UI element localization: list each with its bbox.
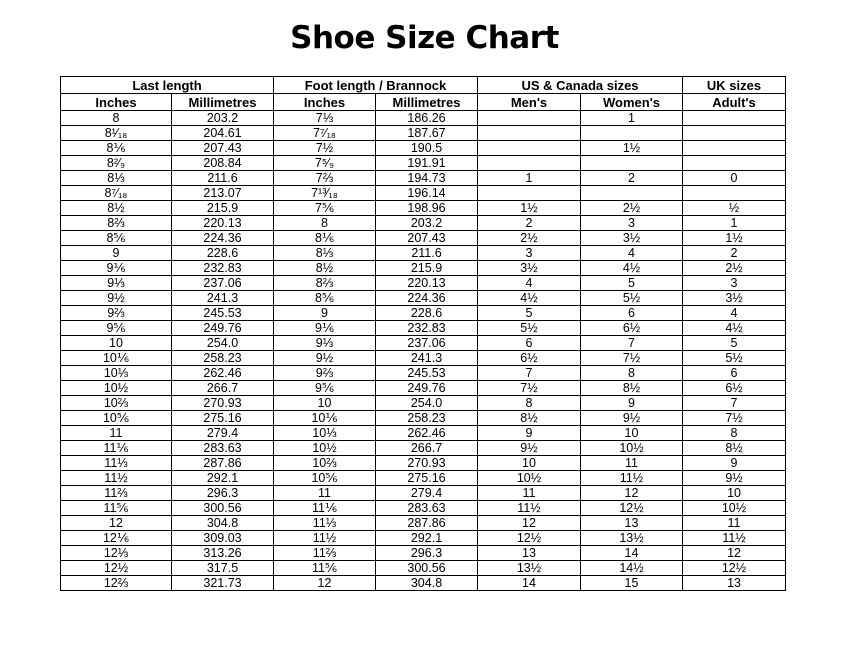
- cell-uk-adults: 2: [683, 246, 786, 261]
- cell-foot-inches: 10: [274, 396, 376, 411]
- cell-uk-adults: [683, 141, 786, 156]
- cell-last-mm: 254.0: [172, 336, 274, 351]
- cell-last-inches: 8¹⁄₁₈: [61, 126, 172, 141]
- cell-us-womens: 9: [581, 396, 683, 411]
- cell-us-mens: [478, 111, 581, 126]
- cell-foot-inches: 7¹³⁄₁₈: [274, 186, 376, 201]
- cell-us-womens: 6: [581, 306, 683, 321]
- cell-foot-mm: 198.96: [376, 201, 478, 216]
- cell-foot-mm: 258.23: [376, 411, 478, 426]
- cell-us-mens: 1: [478, 171, 581, 186]
- cell-last-inches: 9⅓: [61, 276, 172, 291]
- cell-us-mens: 10: [478, 456, 581, 471]
- cell-us-mens: 3½: [478, 261, 581, 276]
- table-row: [61, 201, 786, 216]
- cell-foot-mm: 191.91: [376, 156, 478, 171]
- cell-uk-adults: 5: [683, 336, 786, 351]
- cell-last-mm: 300.56: [172, 501, 274, 516]
- table-row: [61, 531, 786, 546]
- cell-foot-mm: 228.6: [376, 306, 478, 321]
- cell-us-mens: 13½: [478, 561, 581, 576]
- table-row: [61, 396, 786, 411]
- table-row: [61, 246, 786, 261]
- cell-last-mm: 220.13: [172, 216, 274, 231]
- cell-us-womens: 11½: [581, 471, 683, 486]
- cell-uk-adults: 7: [683, 396, 786, 411]
- cell-foot-mm: 187.67: [376, 126, 478, 141]
- cell-us-womens: 4½: [581, 261, 683, 276]
- cell-last-mm: 270.93: [172, 396, 274, 411]
- cell-foot-inches: 9⅚: [274, 381, 376, 396]
- cell-foot-inches: 9⅙: [274, 321, 376, 336]
- cell-foot-inches: 10⅔: [274, 456, 376, 471]
- cell-foot-mm: 211.6: [376, 246, 478, 261]
- table-row: [61, 381, 786, 396]
- cell-us-mens: 1½: [478, 201, 581, 216]
- group-header-uk: UK sizes: [683, 77, 786, 94]
- cell-foot-mm: 300.56: [376, 561, 478, 576]
- cell-us-mens: 7: [478, 366, 581, 381]
- cell-us-mens: 12½: [478, 531, 581, 546]
- cell-last-inches: 12: [61, 516, 172, 531]
- cell-foot-inches: 10⅓: [274, 426, 376, 441]
- cell-us-womens: 2: [581, 171, 683, 186]
- cell-uk-adults: 8½: [683, 441, 786, 456]
- cell-last-inches: 9: [61, 246, 172, 261]
- cell-foot-mm: 254.0: [376, 396, 478, 411]
- cell-foot-mm: 196.14: [376, 186, 478, 201]
- cell-us-mens: [478, 141, 581, 156]
- table-row: [61, 411, 786, 426]
- cell-us-mens: [478, 186, 581, 201]
- cell-last-mm: 207.43: [172, 141, 274, 156]
- cell-foot-inches: 11: [274, 486, 376, 501]
- page-title: Shoe Size Chart: [290, 20, 559, 56]
- cell-us-mens: 11: [478, 486, 581, 501]
- cell-uk-adults: 10: [683, 486, 786, 501]
- cell-foot-inches: 11⅓: [274, 516, 376, 531]
- cell-uk-adults: 3: [683, 276, 786, 291]
- cell-foot-inches: 11⅚: [274, 561, 376, 576]
- cell-uk-adults: [683, 111, 786, 126]
- cell-last-mm: 309.03: [172, 531, 274, 546]
- column-header-last-inches: Inches: [61, 94, 172, 111]
- cell-foot-mm: 279.4: [376, 486, 478, 501]
- group-header-us-canada: US & Canada sizes: [478, 77, 683, 94]
- cell-foot-inches: 8⅚: [274, 291, 376, 306]
- cell-foot-inches: 11½: [274, 531, 376, 546]
- cell-last-mm: 237.06: [172, 276, 274, 291]
- cell-foot-mm: 203.2: [376, 216, 478, 231]
- cell-uk-adults: 6: [683, 366, 786, 381]
- table-row: [61, 306, 786, 321]
- table-row: [61, 336, 786, 351]
- cell-last-inches: 12½: [61, 561, 172, 576]
- cell-last-inches: 10⅚: [61, 411, 172, 426]
- table-row: [61, 456, 786, 471]
- cell-us-mens: 11½: [478, 501, 581, 516]
- cell-foot-inches: 7⁵⁄₉: [274, 156, 376, 171]
- cell-us-womens: 7½: [581, 351, 683, 366]
- cell-us-womens: 6½: [581, 321, 683, 336]
- cell-uk-adults: 5½: [683, 351, 786, 366]
- table-row: [61, 156, 786, 171]
- group-header-last-length: Last length: [61, 77, 274, 94]
- cell-last-inches: 9⅔: [61, 306, 172, 321]
- cell-foot-inches: 7⅔: [274, 171, 376, 186]
- table-row: [61, 276, 786, 291]
- cell-uk-adults: 12½: [683, 561, 786, 576]
- cell-us-womens: 13: [581, 516, 683, 531]
- cell-us-womens: 10½: [581, 441, 683, 456]
- cell-uk-adults: 8: [683, 426, 786, 441]
- cell-us-womens: 14: [581, 546, 683, 561]
- cell-uk-adults: 4: [683, 306, 786, 321]
- cell-us-mens: 4½: [478, 291, 581, 306]
- cell-last-mm: 203.2: [172, 111, 274, 126]
- cell-foot-mm: 190.5: [376, 141, 478, 156]
- group-header-row: [61, 77, 786, 94]
- group-header-foot-length: Foot length / Brannock: [274, 77, 478, 94]
- cell-uk-adults: 6½: [683, 381, 786, 396]
- cell-last-inches: 10⅙: [61, 351, 172, 366]
- cell-foot-inches: 8½: [274, 261, 376, 276]
- cell-last-inches: 12⅓: [61, 546, 172, 561]
- cell-us-mens: 7½: [478, 381, 581, 396]
- cell-us-womens: 5: [581, 276, 683, 291]
- cell-foot-mm: 241.3: [376, 351, 478, 366]
- cell-last-inches: 11½: [61, 471, 172, 486]
- table-body: [61, 111, 786, 591]
- cell-foot-mm: 262.46: [376, 426, 478, 441]
- cell-last-mm: 258.23: [172, 351, 274, 366]
- cell-last-inches: 10½: [61, 381, 172, 396]
- table-row: [61, 501, 786, 516]
- cell-foot-inches: 12: [274, 576, 376, 591]
- cell-last-mm: 279.4: [172, 426, 274, 441]
- cell-us-womens: 12½: [581, 501, 683, 516]
- cell-foot-mm: 270.93: [376, 456, 478, 471]
- cell-uk-adults: 12: [683, 546, 786, 561]
- cell-last-inches: 11⅔: [61, 486, 172, 501]
- table-row: [61, 261, 786, 276]
- cell-us-womens: 13½: [581, 531, 683, 546]
- cell-us-womens: 5½: [581, 291, 683, 306]
- cell-last-mm: 204.61: [172, 126, 274, 141]
- column-header-foot-inches: Inches: [274, 94, 376, 111]
- cell-foot-inches: 9½: [274, 351, 376, 366]
- cell-uk-adults: ½: [683, 201, 786, 216]
- cell-foot-inches: 10⅚: [274, 471, 376, 486]
- cell-foot-mm: 249.76: [376, 381, 478, 396]
- table-row: [61, 231, 786, 246]
- cell-us-mens: 12: [478, 516, 581, 531]
- cell-last-inches: 8⅚: [61, 231, 172, 246]
- cell-foot-mm: 275.16: [376, 471, 478, 486]
- cell-last-mm: 292.1: [172, 471, 274, 486]
- cell-us-womens: 8: [581, 366, 683, 381]
- cell-us-mens: [478, 156, 581, 171]
- cell-us-womens: 11: [581, 456, 683, 471]
- cell-last-mm: 317.5: [172, 561, 274, 576]
- cell-last-mm: 283.63: [172, 441, 274, 456]
- cell-foot-inches: 7⅚: [274, 201, 376, 216]
- cell-uk-adults: 9½: [683, 471, 786, 486]
- cell-foot-mm: 186.26: [376, 111, 478, 126]
- cell-last-mm: 287.86: [172, 456, 274, 471]
- table-row: [61, 441, 786, 456]
- cell-last-mm: 313.26: [172, 546, 274, 561]
- table-row: [61, 126, 786, 141]
- cell-last-inches: 10: [61, 336, 172, 351]
- table-row: [61, 216, 786, 231]
- cell-last-mm: 228.6: [172, 246, 274, 261]
- cell-last-inches: 9⅚: [61, 321, 172, 336]
- cell-us-womens: 8½: [581, 381, 683, 396]
- table-row: [61, 366, 786, 381]
- cell-uk-adults: 10½: [683, 501, 786, 516]
- cell-foot-inches: 9⅔: [274, 366, 376, 381]
- cell-us-mens: 6½: [478, 351, 581, 366]
- cell-foot-inches: 9⅓: [274, 336, 376, 351]
- cell-last-inches: 12⅙: [61, 531, 172, 546]
- cell-foot-mm: 224.36: [376, 291, 478, 306]
- cell-us-mens: 8½: [478, 411, 581, 426]
- cell-last-inches: 11⅙: [61, 441, 172, 456]
- table-row: [61, 186, 786, 201]
- column-header-mens: Men's: [478, 94, 581, 111]
- cell-last-inches: 8⅓: [61, 171, 172, 186]
- column-header-last-mm: Millimetres: [172, 94, 274, 111]
- cell-last-mm: 241.3: [172, 291, 274, 306]
- cell-foot-mm: 220.13: [376, 276, 478, 291]
- cell-foot-mm: 292.1: [376, 531, 478, 546]
- cell-us-mens: 10½: [478, 471, 581, 486]
- cell-foot-mm: 283.63: [376, 501, 478, 516]
- cell-us-womens: [581, 126, 683, 141]
- cell-us-womens: [581, 156, 683, 171]
- cell-last-inches: 11: [61, 426, 172, 441]
- cell-foot-mm: 207.43: [376, 231, 478, 246]
- cell-foot-mm: 215.9: [376, 261, 478, 276]
- cell-last-inches: 11⅓: [61, 456, 172, 471]
- cell-last-mm: 213.07: [172, 186, 274, 201]
- cell-last-mm: 266.7: [172, 381, 274, 396]
- table-row: [61, 471, 786, 486]
- cell-last-mm: 321.73: [172, 576, 274, 591]
- cell-last-inches: 10⅓: [61, 366, 172, 381]
- cell-us-mens: 2½: [478, 231, 581, 246]
- cell-foot-mm: 266.7: [376, 441, 478, 456]
- cell-uk-adults: [683, 156, 786, 171]
- table-row: [61, 291, 786, 306]
- cell-us-womens: 3½: [581, 231, 683, 246]
- shoe-size-table: [60, 76, 786, 591]
- cell-us-womens: 10: [581, 426, 683, 441]
- cell-last-inches: 9⅙: [61, 261, 172, 276]
- cell-us-womens: [581, 186, 683, 201]
- cell-last-mm: 275.16: [172, 411, 274, 426]
- column-header-row: [61, 94, 786, 111]
- cell-us-womens: 4: [581, 246, 683, 261]
- cell-uk-adults: [683, 126, 786, 141]
- cell-last-inches: 11⅚: [61, 501, 172, 516]
- cell-foot-inches: 7⁷⁄₁₈: [274, 126, 376, 141]
- cell-foot-mm: 232.83: [376, 321, 478, 336]
- cell-us-mens: 5: [478, 306, 581, 321]
- cell-last-mm: 296.3: [172, 486, 274, 501]
- cell-last-mm: 232.83: [172, 261, 274, 276]
- cell-last-inches: 8½: [61, 201, 172, 216]
- cell-us-mens: 9: [478, 426, 581, 441]
- cell-uk-adults: 4½: [683, 321, 786, 336]
- cell-foot-inches: 10⅙: [274, 411, 376, 426]
- cell-us-mens: 4: [478, 276, 581, 291]
- cell-last-mm: 224.36: [172, 231, 274, 246]
- cell-uk-adults: 3½: [683, 291, 786, 306]
- table-row: [61, 546, 786, 561]
- cell-last-inches: 8²⁄₉: [61, 156, 172, 171]
- cell-foot-inches: 8⅙: [274, 231, 376, 246]
- cell-foot-inches: 9: [274, 306, 376, 321]
- cell-foot-inches: 11⅔: [274, 546, 376, 561]
- cell-foot-mm: 237.06: [376, 336, 478, 351]
- cell-uk-adults: 13: [683, 576, 786, 591]
- cell-foot-mm: 287.86: [376, 516, 478, 531]
- cell-last-mm: 215.9: [172, 201, 274, 216]
- cell-last-mm: 249.76: [172, 321, 274, 336]
- cell-us-womens: 2½: [581, 201, 683, 216]
- column-header-foot-mm: Millimetres: [376, 94, 478, 111]
- table-row: [61, 576, 786, 591]
- faint-scan-marks: [370, 610, 570, 630]
- cell-last-mm: 304.8: [172, 516, 274, 531]
- cell-uk-adults: 11: [683, 516, 786, 531]
- table-row: [61, 321, 786, 336]
- cell-foot-mm: 304.8: [376, 576, 478, 591]
- table-row: [61, 351, 786, 366]
- cell-foot-inches: 10½: [274, 441, 376, 456]
- cell-uk-adults: 2½: [683, 261, 786, 276]
- cell-foot-mm: 296.3: [376, 546, 478, 561]
- cell-uk-adults: 1½: [683, 231, 786, 246]
- cell-uk-adults: 7½: [683, 411, 786, 426]
- table-row: [61, 141, 786, 156]
- cell-foot-mm: 245.53: [376, 366, 478, 381]
- cell-us-womens: 15: [581, 576, 683, 591]
- cell-last-inches: 8⅙: [61, 141, 172, 156]
- cell-us-mens: 9½: [478, 441, 581, 456]
- cell-us-mens: 8: [478, 396, 581, 411]
- cell-foot-inches: 8: [274, 216, 376, 231]
- cell-uk-adults: 1: [683, 216, 786, 231]
- table-row: [61, 171, 786, 186]
- cell-last-inches: 8⅔: [61, 216, 172, 231]
- table-row: [61, 486, 786, 501]
- cell-uk-adults: 0: [683, 171, 786, 186]
- table-row: [61, 426, 786, 441]
- cell-foot-inches: 8⅓: [274, 246, 376, 261]
- cell-last-mm: 245.53: [172, 306, 274, 321]
- cell-foot-inches: 11⅙: [274, 501, 376, 516]
- cell-us-womens: 7: [581, 336, 683, 351]
- cell-uk-adults: [683, 186, 786, 201]
- table-row: [61, 111, 786, 126]
- cell-last-inches: 8⁷⁄₁₈: [61, 186, 172, 201]
- table-row: [61, 516, 786, 531]
- cell-us-mens: [478, 126, 581, 141]
- cell-us-womens: 3: [581, 216, 683, 231]
- cell-us-womens: 1½: [581, 141, 683, 156]
- cell-last-mm: 262.46: [172, 366, 274, 381]
- cell-us-mens: 13: [478, 546, 581, 561]
- cell-foot-inches: 8⅔: [274, 276, 376, 291]
- cell-us-womens: 9½: [581, 411, 683, 426]
- cell-last-inches: 8: [61, 111, 172, 126]
- cell-foot-mm: 194.73: [376, 171, 478, 186]
- cell-us-womens: 12: [581, 486, 683, 501]
- cell-us-womens: 1: [581, 111, 683, 126]
- cell-last-inches: 10⅔: [61, 396, 172, 411]
- cell-foot-inches: 7⅓: [274, 111, 376, 126]
- cell-us-mens: 2: [478, 216, 581, 231]
- cell-uk-adults: 9: [683, 456, 786, 471]
- cell-last-mm: 208.84: [172, 156, 274, 171]
- cell-us-mens: 6: [478, 336, 581, 351]
- cell-last-mm: 211.6: [172, 171, 274, 186]
- column-header-womens: Women's: [581, 94, 683, 111]
- column-header-adults: Adult's: [683, 94, 786, 111]
- cell-us-mens: 3: [478, 246, 581, 261]
- cell-us-mens: 14: [478, 576, 581, 591]
- cell-us-mens: 5½: [478, 321, 581, 336]
- cell-last-inches: 12⅔: [61, 576, 172, 591]
- cell-last-inches: 9½: [61, 291, 172, 306]
- cell-uk-adults: 11½: [683, 531, 786, 546]
- cell-us-womens: 14½: [581, 561, 683, 576]
- cell-foot-inches: 7½: [274, 141, 376, 156]
- table-row: [61, 561, 786, 576]
